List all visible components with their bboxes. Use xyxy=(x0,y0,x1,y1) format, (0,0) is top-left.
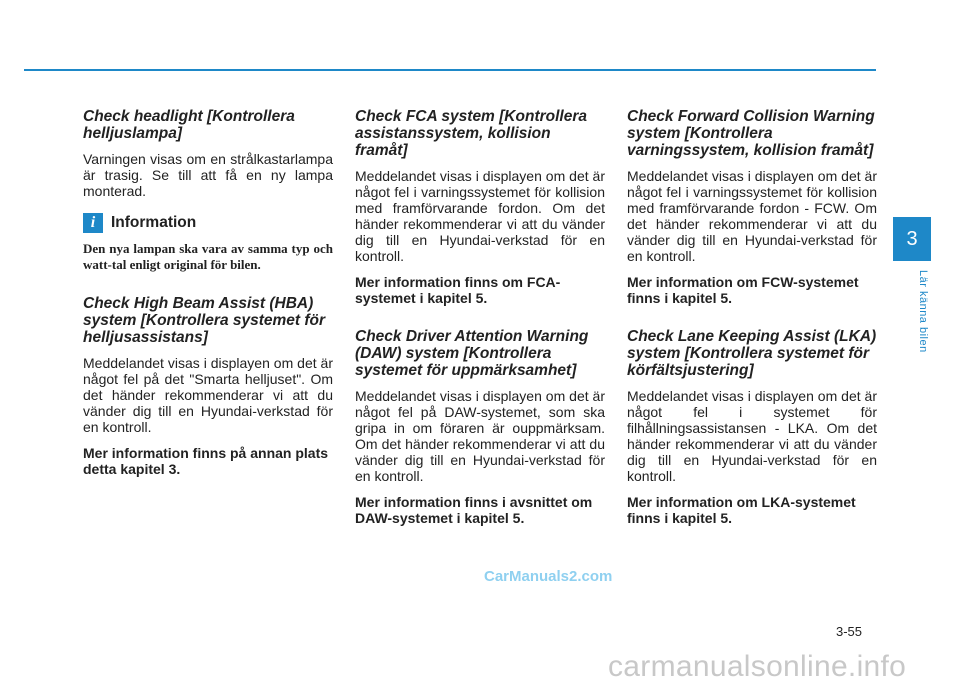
section-note-daw: Mer information finns i avsnittet om DAW-systemet i kapitel 5. xyxy=(355,494,593,526)
section-text-fca: Meddelandet visas i displayen om det är något fel i varningssystemet för kollision med framförvarande fordon. Om det händer rekommenderar vi att du vänder dig till en Hyundai-verkstad för en kontroll. xyxy=(355,168,605,264)
section-title-daw: Check Driver Attention Warning (DAW) system [Kontrollera systemet för uppmärksamhet] xyxy=(355,328,589,379)
section-text-hba: Meddelandet visas i displayen om det är något fel på det "Smarta helljuset". Om det händer rekommenderar vi att du vänder dig till en Hyundai-verkstad för en kontroll. xyxy=(83,355,333,435)
section-text-lka: Meddelandet visas i displayen om det är något fel i systemet för filhållningsassistansen - LKA. Om det händer rekommenderar vi att du vänder dig till en Hyundai-verkstad för en kontroll. xyxy=(627,388,877,484)
section-text-fcw: Meddelandet visas i displayen om det är något fel i varningssystemet för kollision med framförvarande fordon - FCW. Om det händer rekommenderar vi att du vänder dig till en Hyundai-verkstad för en kontroll. xyxy=(627,168,877,264)
info-box-header xyxy=(83,213,333,233)
section-title-hba: Check High Beam Assist (HBA) system [Kontrollera systemet för helljusassistans] xyxy=(83,295,326,346)
section-note-hba: Mer information finns på annan plats detta kapitel 3. xyxy=(83,445,329,477)
header-rule xyxy=(24,69,876,71)
info-text: Den nya lampan ska vara av samma typ och watt-tal enligt original för bilen. xyxy=(83,241,333,272)
section-title-lka: Check Lane Keeping Assist (LKA) system [Kontrollera systemet för körfältsjustering] xyxy=(627,328,877,379)
column-1 xyxy=(83,108,333,487)
watermark-carmanuals[interactable]: CarManuals2.com xyxy=(484,568,613,585)
info-icon: i xyxy=(83,213,103,233)
chapter-tab: 3 xyxy=(893,217,931,261)
column-2 xyxy=(355,108,605,536)
watermark-bottom[interactable]: carmanualsonline.info xyxy=(608,650,907,683)
page-number: 3-55 xyxy=(836,624,863,639)
section-text-headlight: Varningen visas om en strålkastarlampa är trasig. Se till att få en ny lampa monterad. xyxy=(83,151,333,199)
section-title-headlight: Check headlight [Kontrollera helljuslampa] xyxy=(83,108,295,142)
section-note-fca: Mer information finns om FCA-systemet i kapitel 5. xyxy=(355,274,561,306)
column-3 xyxy=(627,108,877,536)
section-text-daw: Meddelandet visas i displayen om det är något fel på DAW-systemet, som ska gripa in om föraren är ouppmärksam. Om det händer rekommenderar vi att du vänder dig till en Hyundai-verkstad för en kontroll. xyxy=(355,388,605,484)
section-note-fcw: Mer information om FCW-systemet finns i kapitel 5. xyxy=(627,274,859,306)
section-note-lka: Mer information om LKA-systemet finns i kapitel 5. xyxy=(627,494,856,526)
chapter-label: Lär känna bilen xyxy=(917,270,929,353)
info-title: Information xyxy=(111,214,197,231)
section-title-fca: Check FCA system [Kontrollera assistanssystem, kollision framåt] xyxy=(355,108,587,159)
section-title-fcw: Check Forward Collision Warning system [Kontrollera varningssystem, kollision framåt] xyxy=(627,108,875,159)
